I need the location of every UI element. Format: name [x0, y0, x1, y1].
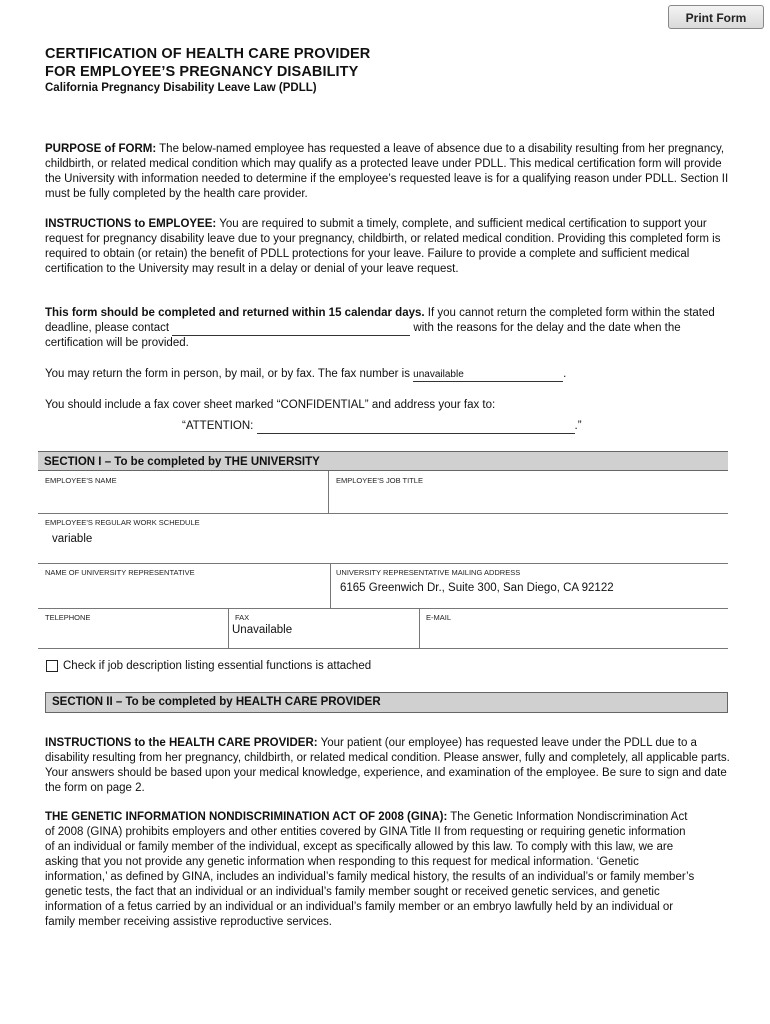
- job-title-field[interactable]: EMPLOYEE’S JOB TITLE: [336, 476, 423, 485]
- grid-rule: [419, 608, 420, 648]
- gina-paragraph: [45, 810, 695, 930]
- attention-prefix: “ATTENTION:: [182, 420, 257, 432]
- cover-sheet-line: You should include a fax cover sheet marked “CONFIDENTIAL” and address your fax to:: [45, 399, 496, 411]
- fax-label: FAX: [235, 613, 250, 622]
- title-line-2: FOR EMPLOYEE’S PREGNANCY DISABILITY: [45, 64, 359, 80]
- gina-text: The Genetic Information Nondiscrimination Act of 2008 (GINA) prohibits employers and other entities covered by GINA Title II from requesting or requiring genetic information of an individual or family member of the individual, except as specifically allowed by this law. To comply with this law, we are asking that you not provide any genetic information when responding to this request for medical information. ‘Genetic information,’ as defined by GINA, includes an individual’s family medical history, the results of an individual’s or family member’s genetic tests, the fact that an individual or an individual’s family member sought or received genetic services, and genetic information of a fetus carried by an individual or an individual’s family member or an embryo lawfully held by an individual or family member receiving assistive reproductive services.: [45, 811, 695, 928]
- purpose-text: The below-named employee has requested a leave of absence due to a disability resulting from her pregnancy, childbirth, or related medical condition which may qualify as a protected leave under PDLL. This medical certification form will provide the University with information needed to determine if the employee’s requested leave is for a qualifying reason under PDLL. Section II must be fully completed by the health care provider.: [45, 143, 729, 200]
- grid-rule: [38, 648, 728, 649]
- provider-instructions-text: Your patient (our employee) has requested leave under the PDLL due to a disability resulting from her pregnancy, childbirth, or related medical condition. Please answer, fully and completely, all applicable parts. Your answers should be based upon your medical knowledge, experience, and examination of the employee. Be sure to sign and date the form on page 2.: [45, 737, 730, 794]
- work-schedule-label: EMPLOYEE’S REGULAR WORK SCHEDULE: [45, 518, 200, 527]
- grid-rule: [38, 608, 728, 609]
- print-form-button[interactable]: Print Form: [668, 5, 764, 29]
- attention-suffix: .”: [574, 420, 582, 432]
- grid-rule: [228, 608, 229, 648]
- telephone-field[interactable]: TELEPHONE: [45, 613, 91, 622]
- deadline-paragraph: [45, 306, 735, 351]
- fax-field[interactable]: Unavailable: [232, 624, 293, 636]
- provider-instructions-label: INSTRUCTIONS to the HEALTH CARE PROVIDER:: [45, 737, 318, 749]
- fax-paragraph: [45, 367, 735, 382]
- job-description-checkbox[interactable]: [46, 660, 58, 672]
- provider-instructions-paragraph: [45, 736, 735, 796]
- fax-text-a: You may return the form in person, by mail, or by fax. The fax number is: [45, 368, 414, 380]
- job-description-checkbox-label: Check if job description listing essential functions is attached: [63, 660, 372, 672]
- deadline-label: This form should be completed and returned within 15 calendar days.: [45, 307, 425, 319]
- employee-name-field[interactable]: EMPLOYEE’S NAME: [45, 476, 117, 485]
- grid-rule: [38, 513, 728, 514]
- rep-address-field[interactable]: 6165 Greenwich Dr., Suite 300, San Diego, CA 92122: [340, 582, 614, 594]
- rep-address-label: UNIVERSITY REPRESENTATIVE MAILING ADDRESS: [336, 568, 521, 577]
- purpose-label: PURPOSE of FORM:: [45, 143, 157, 155]
- deadline-text-a: If you cannot return the completed form within the stated deadline, please contact: [45, 307, 715, 334]
- employee-instructions-label: INSTRUCTIONS to EMPLOYEE:: [45, 218, 217, 230]
- section-1-heading: SECTION I – To be completed by THE UNIVERSITY: [38, 451, 728, 471]
- grid-rule: [330, 563, 331, 608]
- work-schedule-field[interactable]: variable: [52, 533, 93, 545]
- contact-blank[interactable]: [172, 323, 410, 336]
- fax-text-b: .: [563, 368, 567, 380]
- fax-number-field[interactable]: unavailable: [413, 369, 563, 382]
- employee-instructions-paragraph: [45, 217, 735, 277]
- title-line-1: CERTIFICATION OF HEALTH CARE PROVIDER: [45, 46, 371, 62]
- employee-instructions-text: You are required to submit a timely, complete, and sufficient medical certification to support your request for pregnancy disability leave due to your pregnancy, childbirth, or related medical condition. Providing this completed form is required to obtain (or retain) the benefit of PDLL protections for your leave. Failure to provide a complete and sufficient medical certification to the University may result in a delay or denial of your leave request.: [45, 218, 721, 275]
- attention-line: [182, 419, 682, 434]
- email-field[interactable]: E-MAIL: [426, 613, 452, 622]
- attention-blank[interactable]: [257, 421, 575, 434]
- grid-rule: [328, 471, 329, 513]
- page-title: [45, 45, 370, 81]
- page-subtitle: California Pregnancy Disability Leave Law (PDLL): [45, 82, 317, 94]
- grid-rule: [38, 563, 728, 564]
- rep-name-field[interactable]: NAME OF UNIVERSITY REPRESENTATIVE: [45, 568, 195, 577]
- gina-label: THE GENETIC INFORMATION NONDISCRIMINATION ACT OF 2008 (GINA):: [45, 811, 448, 823]
- deadline-text-b: with the reasons for the delay and the date when the certification will be provided.: [45, 322, 681, 349]
- purpose-paragraph: [45, 142, 735, 202]
- section-2-heading: SECTION II – To be completed by HEALTH CARE PROVIDER: [45, 692, 728, 713]
